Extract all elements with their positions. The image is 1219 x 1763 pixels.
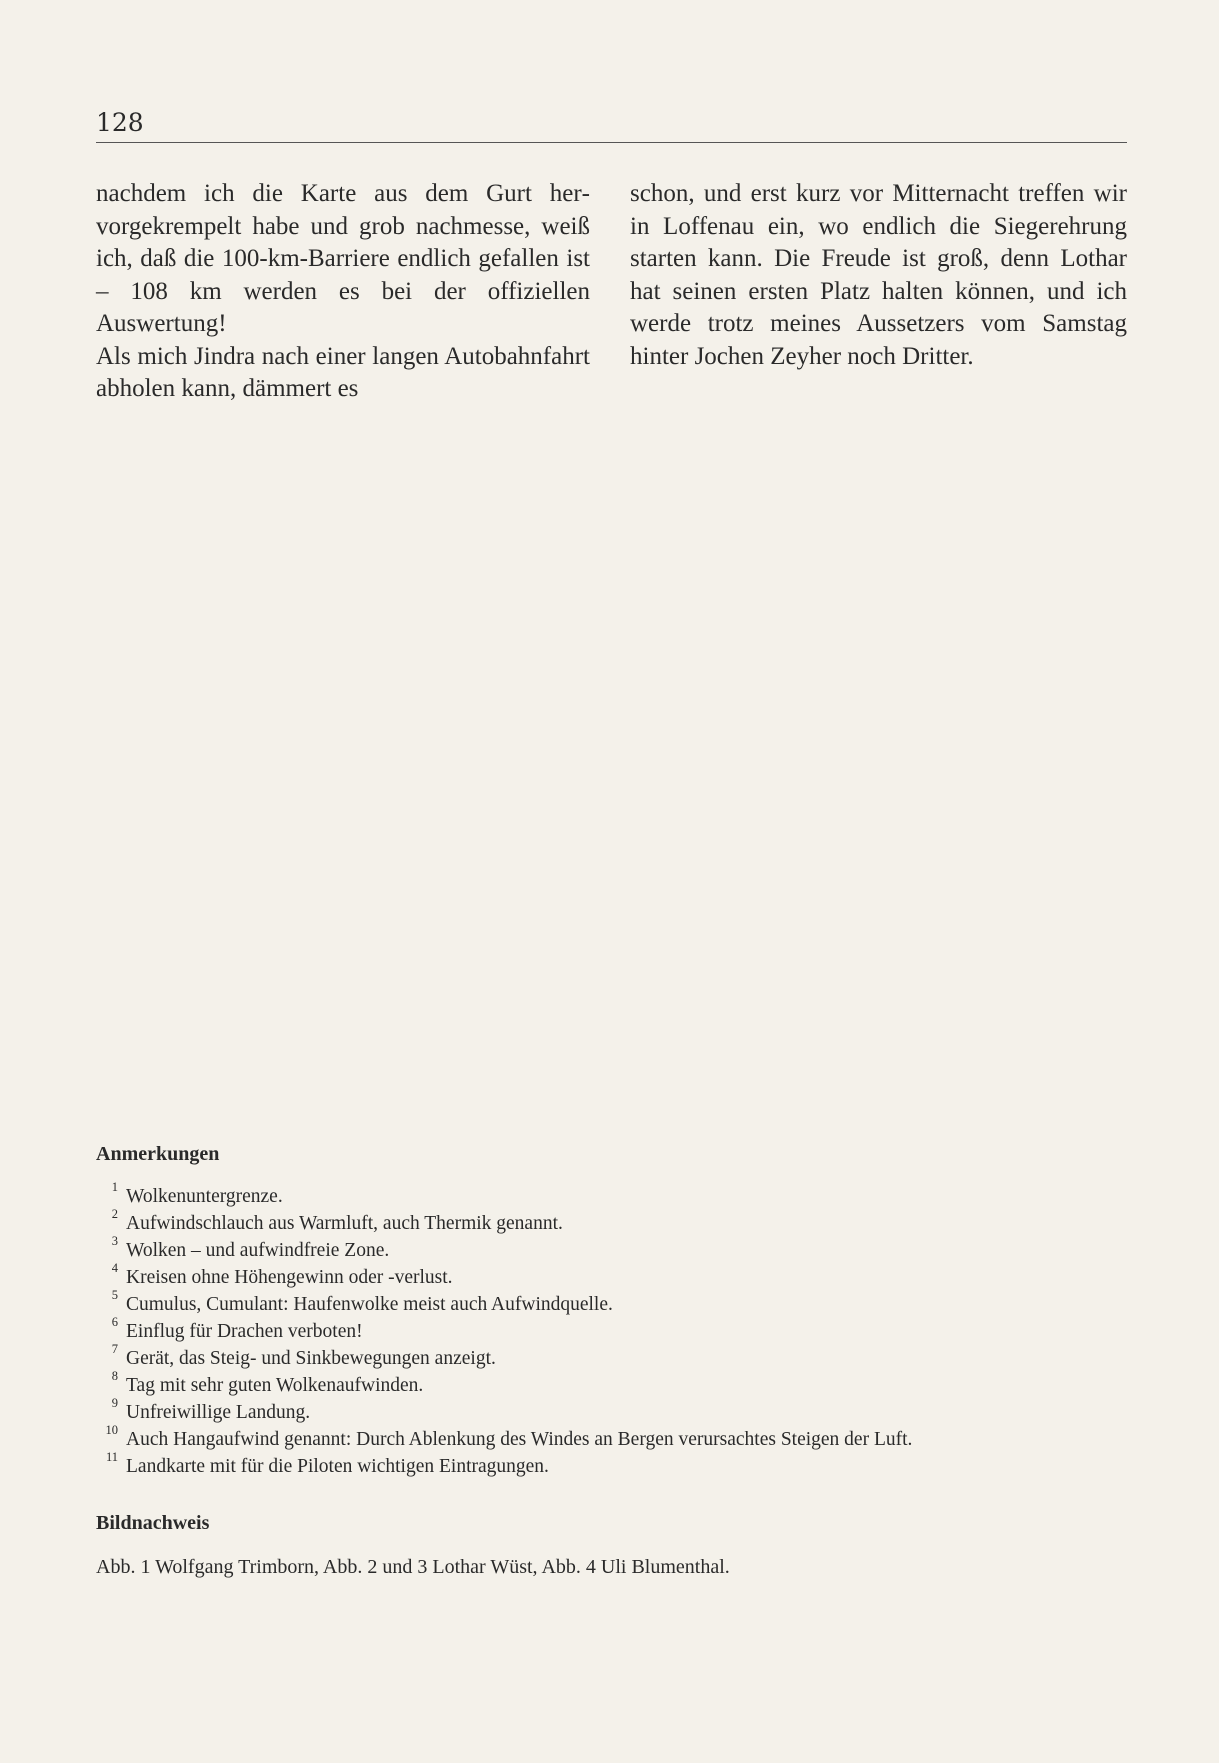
note-item — [96, 1207, 912, 1237]
note-item — [96, 1369, 912, 1399]
note-number: 9 — [111, 1396, 118, 1410]
note-text: Wolken – und aufwindfreie Zone. — [126, 1240, 390, 1261]
note-item — [96, 1342, 912, 1372]
note-item — [96, 1261, 912, 1291]
note-text: Landkarte mit für die Piloten wichtigen Eintragungen. — [126, 1456, 549, 1477]
note-text: Tag mit sehr guten Wolkenaufwinden. — [126, 1375, 424, 1396]
note-item — [96, 1234, 912, 1264]
note-text: Wolkenuntergrenze. — [126, 1186, 283, 1207]
notes-title: Anmerkungen — [96, 1143, 220, 1165]
note-text: Unfreiwillige Landung. — [126, 1402, 311, 1423]
note-number: 3 — [111, 1234, 118, 1248]
note-number: 11 — [105, 1450, 118, 1464]
body-paragraph: schon, und erst kurz vor Mitternacht treffen wir in Loffenau ein, wo endlich die Siegerehrung starten kann. Die Freude ist groß, denn Lothar hat seinen ersten Platz halten können, und ich werde trotz meines Aussetzers vom Samstag hinter Jochen Zeyher noch Dritter. — [630, 180, 1127, 370]
note-number: 5 — [111, 1288, 118, 1302]
credits-text: Abb. 1 Wolfgang Trimborn, Abb. 2 und 3 Lothar Wüst, Abb. 4 Uli Blumenthal. — [96, 1556, 730, 1578]
note-number: 6 — [111, 1315, 118, 1329]
body-paragraph: nachdem ich die Karte aus dem Gurt hervorgekrempelt habe und grob nachmesse, weiß ich, daß die 100-km-Barriere endlich gefallen ist – 108 km werden es bei der offiziellen Auswertung! — [96, 180, 590, 337]
note-number: 4 — [111, 1261, 118, 1275]
note-text: Auch Hangaufwind genannt: Durch Ablenkung des Windes an Bergen verursachtes Steigen der Luft. — [126, 1429, 913, 1450]
right-column — [630, 178, 1127, 373]
note-text: Cumulus, Cumulant: Haufenwolke meist auch Aufwindquelle. — [126, 1294, 613, 1315]
note-item — [96, 1423, 913, 1453]
header-rule — [96, 142, 1127, 143]
note-item — [96, 1288, 912, 1318]
note-text: Aufwindschlauch aus Warmluft, auch Thermik genannt. — [126, 1213, 563, 1234]
note-text: Einflug für Drachen verboten! — [126, 1321, 363, 1342]
note-number: 1 — [111, 1180, 118, 1194]
note-text: Kreisen ohne Höhengewinn oder -verlust. — [126, 1267, 453, 1288]
note-number: 2 — [111, 1207, 118, 1221]
note-number: 10 — [105, 1423, 118, 1437]
page-number: 128 — [96, 108, 144, 137]
notes-list — [96, 1180, 913, 1480]
credits-title: Bildnachweis — [96, 1512, 210, 1534]
note-text: Gerät, das Steig- und Sinkbewegungen anzeigt. — [126, 1348, 496, 1369]
note-item — [96, 1180, 912, 1210]
note-number: 8 — [111, 1369, 118, 1383]
note-item — [96, 1450, 912, 1480]
note-item — [96, 1315, 912, 1345]
body-paragraph: Als mich Jindra nach einer langen Autobahnfahrt abholen kann, dämmert es — [96, 342, 590, 402]
note-number: 7 — [111, 1342, 118, 1356]
note-item — [96, 1396, 912, 1426]
left-column — [96, 178, 590, 406]
